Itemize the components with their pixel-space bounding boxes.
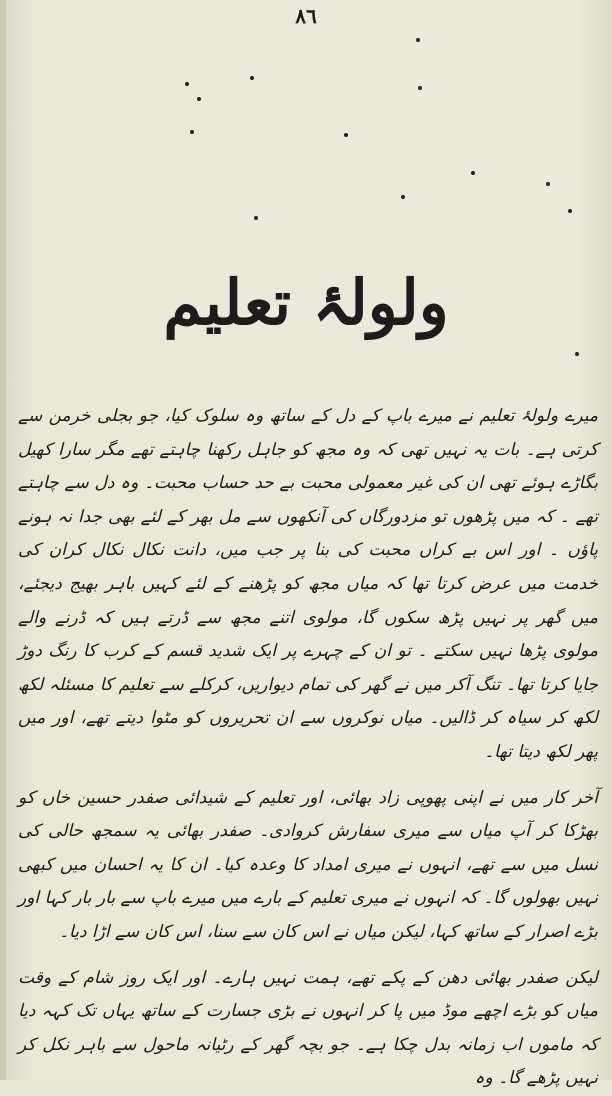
- chapter-title: ولولۂ تعلیم: [163, 266, 449, 339]
- ink-speck: [250, 76, 254, 80]
- ink-speck: [197, 97, 201, 101]
- body-text: [18, 400, 598, 1096]
- ink-speck: [344, 133, 348, 137]
- ink-speck: [546, 182, 550, 186]
- paragraph: میرے ولولۂ تعلیم نے میرے باپ کے دل کے ساتھ وہ سلوک کیا، جو بجلی خرمن سے کرتی ہے۔ بات یہ نہیں تھی کہ وہ مجھ کو جاہل رکھنا چاہتے تھے مگر سارا کھیل بگاڑے ہوئے تھی ان کی غیر معمولی محبت بے حد حساب محبت۔ وہ دل سے چاہتے تھے ۔ کہ میں پڑھوں تو مزدورگاں کی آنکھوں سے مل بھر کے لئے بھی جدا نہ ہونے پاؤں ۔ اور اس بے کراں محبت کی بنا پر جب میں، دانت نکال نکال کران کی خدمت میں عرض کرتا تھا کہ میاں مجھ کو پڑھنے کے لئے کہیں باہر بھیج دیجئے، میں گھر پر نہیں پڑھ سکوں گا، مولوی اتنے مجھ سے ڈرتے ہیں کہ ڈرنے والے مولوی پڑھا نہیں سکتے ۔ تو ان کے چہرے پر ایک شدید قسم کے کرب کا رنگ دوڑ جایا کرتا تھا۔ تنگ آکر میں نے گھر کی تمام دیواریں، کرکلے سے تعلیم کا مسئلہ لکھ لکھ کر سیاہ کر ڈالیں۔ میاں نوکروں سے ان تحریروں کو مٹوا دیتے تھے، اور میں پھر لکھ دیتا تھا۔: [18, 406, 598, 762]
- ink-speck: [401, 195, 405, 199]
- ink-speck: [185, 82, 189, 86]
- ink-speck: [471, 171, 475, 175]
- page-number: ٨٦: [295, 4, 317, 28]
- ink-speck: [418, 86, 422, 90]
- page-binding-shadow: [0, 0, 6, 1080]
- ink-speck: [416, 38, 420, 42]
- ink-speck: [190, 130, 194, 134]
- paragraph: آخر کار میں نے اپنی پھوپی زاد بھائی، اور تعلیم کے شیدائی صفدر حسین خاں کو بھڑکا کر آپ میاں سے میری سفارش کروادی۔ صفدر بھائی یہ سمجھ حالی کی نسل میں سے تھے، انہوں نے میری امداد کا وعدہ کیا۔ ان کا یہ احسان میں کبھی نہیں بھولوں گا۔ کہ انہوں نے میری تعلیم کے بارے میں میرے باپ سے بار بار کہا اور بڑے اصرار کے ساتھ کہا، لیکن میاں نے اس کان سے سنا، اس کان سے اڑا دیا۔: [18, 787, 598, 942]
- ink-speck: [568, 209, 572, 213]
- paragraph: لیکن صفدر بھائی دھن کے پکے تھے، ہمت نہیں ہارے۔ اور ایک روز شام کے وقت میاں کو بڑے اچھے موڈ میں پا کر انہوں نے بڑی جسارت کے ساتھ یہاں تک کہہ دیا کہ ماموں اب زمانہ بدل چکا ہے۔ جو بچہ گھر کے رٹیانہ ماحول سے باہر نکل کر نہیں پڑھے گا۔ وہ: [18, 967, 598, 1089]
- ink-speck: [254, 216, 258, 220]
